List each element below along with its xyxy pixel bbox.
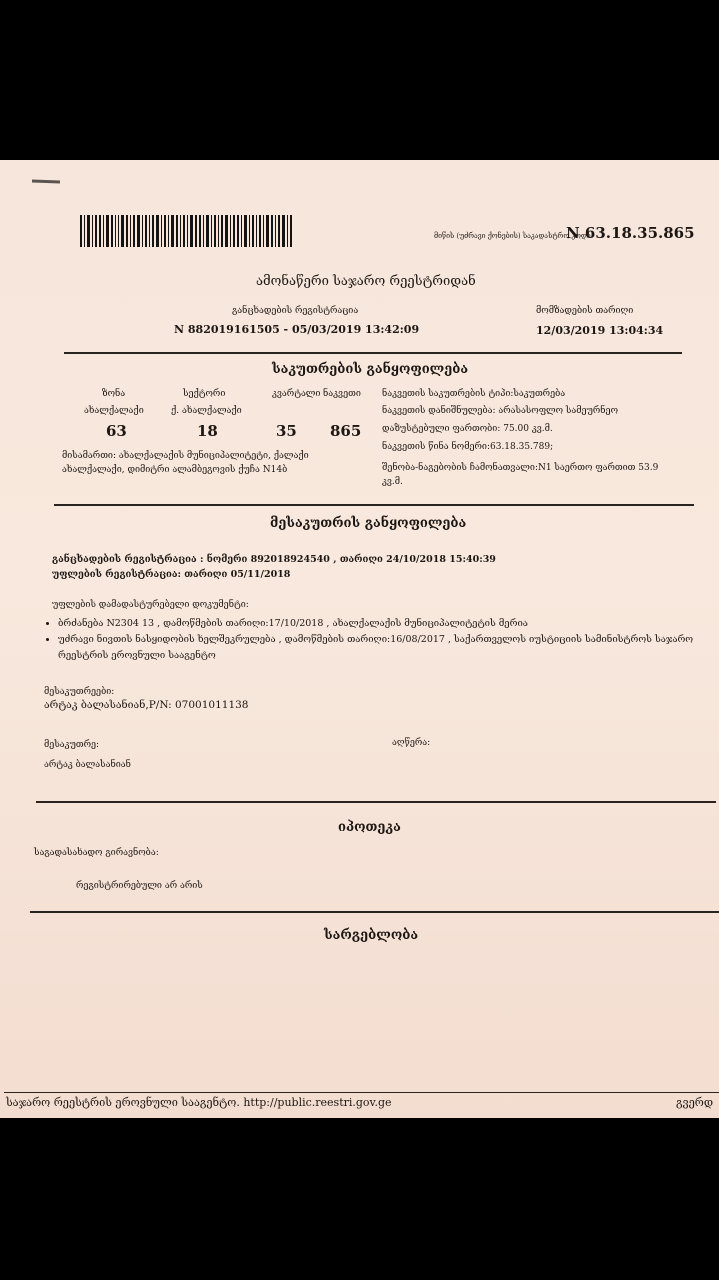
parcel-label: ნაკვეთი xyxy=(323,389,361,399)
barcode-bar xyxy=(145,215,147,247)
barcode-bar xyxy=(195,215,197,247)
document-item: • უძრავი ნივთის ნასყიდობის ხელშეკრულება , დამოწმების თარიღი:16/08/2017 , საქართველოს იუსტიციის სამინისტროს საჯარო რეესტრის ეროვნული სააგენტო xyxy=(58,632,698,664)
barcode-bar xyxy=(137,215,140,247)
barcode-bar xyxy=(275,215,276,247)
barcode-bar xyxy=(95,215,97,247)
owner-application-line: განცხადების რეგისტრაცია : ნომერი 892018924540 , თარიღი 24/10/2018 15:40:39 xyxy=(52,554,496,565)
barcode-bar xyxy=(287,215,288,247)
divider xyxy=(36,801,716,803)
prep-date-value: 12/03/2019 13:04:34 xyxy=(536,324,664,337)
barcode-bar xyxy=(282,215,285,247)
description-label: აღწერა: xyxy=(392,738,431,748)
mortgage-section-title: იპოთეკა xyxy=(338,820,401,835)
barcode-bar xyxy=(225,215,228,247)
owner-label: მესაკუთრე: xyxy=(44,740,100,750)
prep-date-label: მომზადების თარიღი xyxy=(536,306,634,316)
address: მისამართი: ახალქალაქის მუნიციპალიტეტი, ქალაქი ახალქალაქი, დიმიტრი ალამბეგოვის ქუჩა N14ბ xyxy=(62,451,309,475)
zone-label: ზონა xyxy=(102,389,126,399)
document-item: • ბრძანება N2304 13 , დამოწმების თარიღი:17/10/2018 , ახალქალაქის მუნიციპალიტეტის მერია xyxy=(58,616,698,632)
barcode-bar xyxy=(92,215,93,247)
barcode-bar xyxy=(121,215,124,247)
footer-page: გვერდ xyxy=(676,1096,714,1109)
barcode-bar xyxy=(156,215,159,247)
footer-agency: საჯარო რეესტრის ეროვნული სააგენტო. http://public.reestri.gov.ge xyxy=(6,1096,392,1109)
barcode-bar xyxy=(111,215,113,247)
documents-list xyxy=(44,616,698,664)
zone-name: ახალქალაქი xyxy=(84,406,144,416)
barcode-bar xyxy=(126,215,128,247)
barcode-bar xyxy=(244,215,247,247)
barcode-bar xyxy=(259,215,261,247)
tax-lien-label: საგადასახადო გირავნობა: xyxy=(34,848,159,858)
barcode-bar xyxy=(152,215,154,247)
property-section-title: საკუთრების განყოფილება xyxy=(272,362,469,377)
tax-lien-value: რეგისტრირებული არ არის xyxy=(76,881,203,891)
footer-divider xyxy=(4,1092,719,1093)
parcel-value: 865 xyxy=(330,422,362,440)
barcode-bar xyxy=(187,215,188,247)
quarter-label: კვარტალი xyxy=(272,389,321,399)
barcode-bar xyxy=(183,215,185,247)
barcode-bar xyxy=(180,215,181,247)
quarter-value: 35 xyxy=(276,422,297,440)
barcode-bar xyxy=(130,215,131,247)
barcode-bar xyxy=(171,215,174,247)
pencil-mark xyxy=(32,180,60,184)
divider xyxy=(30,911,719,913)
barcode-bar xyxy=(176,215,178,247)
building-list: შენობა-ნაგებობის ჩამონათვალი:N1 საერთო ფართით 53.9 კვ.მ. xyxy=(382,463,659,487)
cadastral-code: N 63.18.35.865 xyxy=(566,224,695,242)
barcode-bar xyxy=(214,215,216,247)
barcode-bar xyxy=(106,215,109,247)
barcode-bar xyxy=(203,215,204,247)
sector-name: ქ. ახალქალაქი xyxy=(171,406,242,416)
barcode-bar xyxy=(263,215,264,247)
zone-value: 63 xyxy=(106,422,127,440)
barcode-bar xyxy=(221,215,223,247)
barcode-bar xyxy=(237,215,239,247)
owners-label: მესაკუთრეები: xyxy=(44,687,115,697)
barcode-bar xyxy=(256,215,257,247)
barcode-bar xyxy=(206,215,209,247)
cadastral-code-caption: მიწის (უძრავი ქონების) საკადასტრო კოდი xyxy=(434,232,591,240)
owners-value: არტაკ ბალასანიან,P/N: 07001011138 xyxy=(44,699,249,711)
barcode-bar xyxy=(149,215,150,247)
barcode-bar xyxy=(278,215,280,247)
documents-heading: უფლების დამადასტურებელი დოკუმენტი: xyxy=(52,600,249,610)
barcode-bar xyxy=(218,215,219,247)
barcode-bar xyxy=(190,215,193,247)
barcode-bar xyxy=(164,215,166,247)
barcode-bar xyxy=(266,215,269,247)
ownership-type: ნაკვეთის საკუთრების ტიპი:საკუთრება xyxy=(382,389,566,399)
document-title: ამონაწერი საჯარო რეესტრიდან xyxy=(256,274,476,289)
divider xyxy=(64,352,682,354)
barcode-bar xyxy=(103,215,104,247)
barcode-bar xyxy=(290,215,292,247)
barcode-bar xyxy=(199,215,201,247)
barcode-bar xyxy=(80,215,82,247)
barcode-bar xyxy=(241,215,242,247)
barcode-bar xyxy=(168,215,169,247)
barcode-bar xyxy=(233,215,235,247)
right-registration-line: უფლების რეგისტრაცია: თარიღი 05/11/2018 xyxy=(52,569,291,580)
barcode-bar xyxy=(118,215,119,247)
sector-label: სექტორი xyxy=(183,389,226,399)
owner-value: არტაკ ბალასანიან xyxy=(44,760,131,770)
barcode-bar xyxy=(249,215,250,247)
barcode-bar xyxy=(230,215,231,247)
divider xyxy=(54,504,694,506)
owner-section-title: მესაკუთრის განყოფილება xyxy=(270,516,467,531)
document-page xyxy=(0,160,719,1118)
barcode-bar xyxy=(115,215,116,247)
barcode-bar xyxy=(161,215,162,247)
parcel-purpose: ნაკვეთის დანიშნულება: არასასოფლო სამეურნეო xyxy=(382,406,619,416)
sector-value: 18 xyxy=(197,422,218,440)
barcode-bar xyxy=(142,215,143,247)
barcode-bar xyxy=(133,215,135,247)
easement-section-title: სარგებლობა xyxy=(324,928,419,943)
application-label: განცხადების რეგისტრაცია xyxy=(232,306,359,316)
barcode-bar xyxy=(211,215,212,247)
barcode-bar xyxy=(271,215,273,247)
parcel-area: დაზუსტებული ფართობი: 75.00 კვ.მ. xyxy=(382,424,553,434)
barcode xyxy=(80,215,308,247)
previous-number: ნაკვეთის წინა ნომერი:63.18.35.789; xyxy=(382,442,554,452)
barcode-bar xyxy=(87,215,90,247)
application-value: N 882019161505 - 05/03/2019 13:42:09 xyxy=(174,323,420,336)
barcode-bar xyxy=(99,215,101,247)
barcode-bar xyxy=(84,215,85,247)
barcode-bar xyxy=(252,215,254,247)
